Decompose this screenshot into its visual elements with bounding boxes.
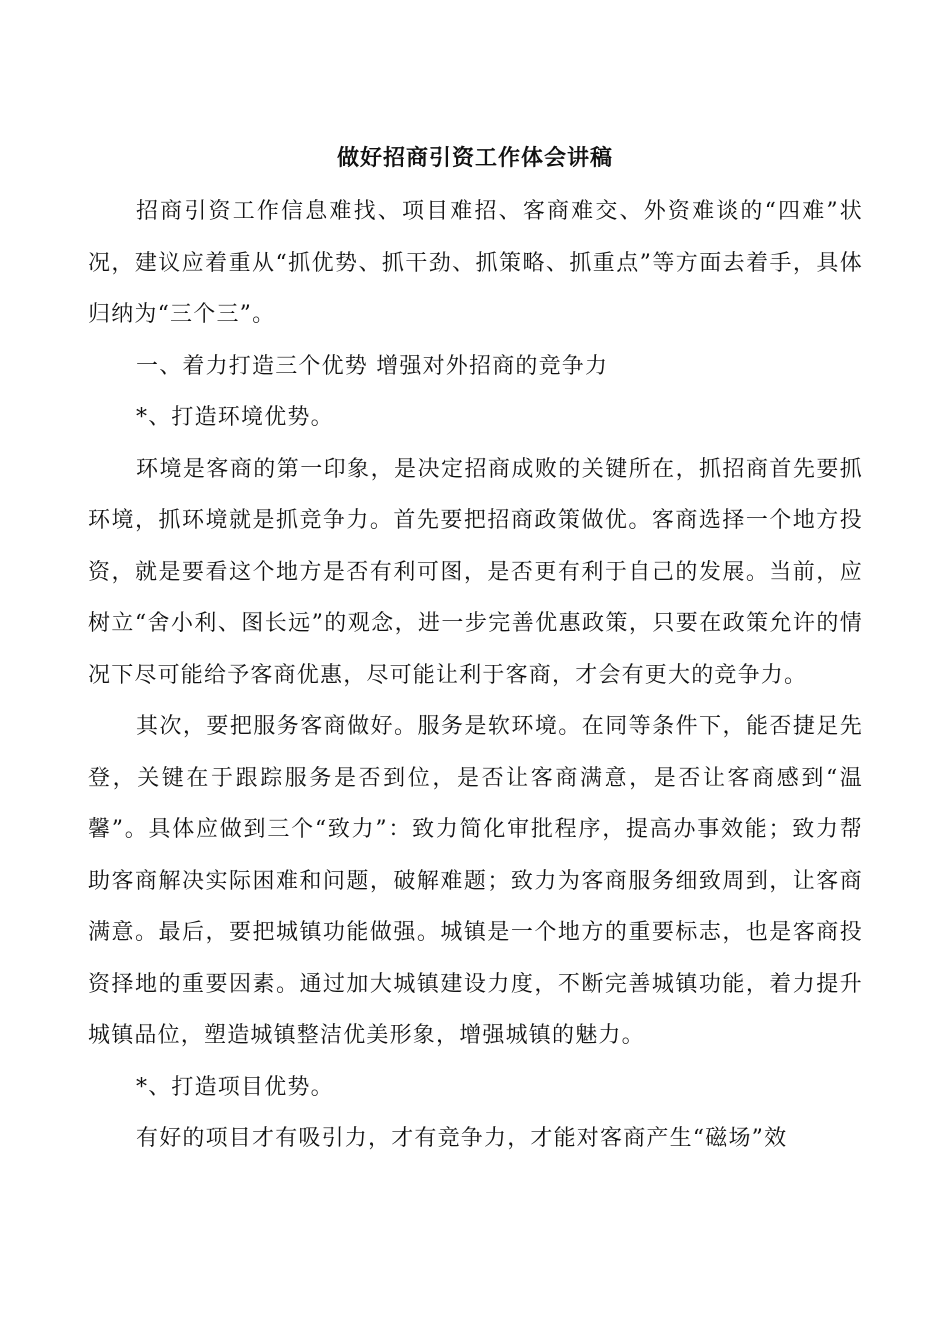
subheading-environment: *、打造环境优势。 [136, 405, 334, 430]
paragraph-intro: 招商引资工作信息难找、项目难招、客商难交、外资难谈的“四难”状况，建议应着重从“抓优势、抓干劲、抓策略、抓重点”等方面去着手，具体归纳为“三个三”。 [88, 199, 863, 327]
paragraph-service: 其次，要把服务客商做好。服务是软环境。在同等条件下，能否捷足先登，关键在于跟踪服务是否到位，是否让客商满意，是否让客商感到“温馨”。具体应做到三个“致力”：致力简化审批程序，提高办事效能；致力帮助客商解决实际困难和问题，破解难题；致力为客商服务细致周到，让客商满意。最后，要把城镇功能做强。城镇是一个地方的重要标志，也是客商投资择地的重要因素。通过加大城镇建设力度，不断完善城镇功能，着力提升城镇品位，塑造城镇整洁优美形象，增强城镇的魅力。 [88, 714, 863, 1048]
section-heading-1: 一、着力打造三个优势 增强对外招商的竞争力 [136, 353, 609, 379]
document-title: 做好招商引资工作体会讲稿 [336, 145, 613, 171]
document-body [88, 186, 863, 1165]
paragraph-environment: 环境是客商的第一印象，是决定招商成败的关键所在，抓招商首先要抓环境，抓环境就是抓竞争力。首先要把招商政策做优。客商选择一个地方投资，就是要看这个地方是否有利可图，是否更有利于自己的发展。当前，应树立“舍小利、图长远”的观念，进一步完善优惠政策，只要在政策允许的情况下尽可能给予客商优惠，尽可能让利于客商，才会有更大的竞争力。 [88, 456, 863, 688]
subheading-project: *、打造项目优势。 [136, 1074, 334, 1100]
paragraph-project: 有好的项目才有吸引力，才有竞争力，才能对客商产生“磁场”效 [136, 1126, 788, 1151]
